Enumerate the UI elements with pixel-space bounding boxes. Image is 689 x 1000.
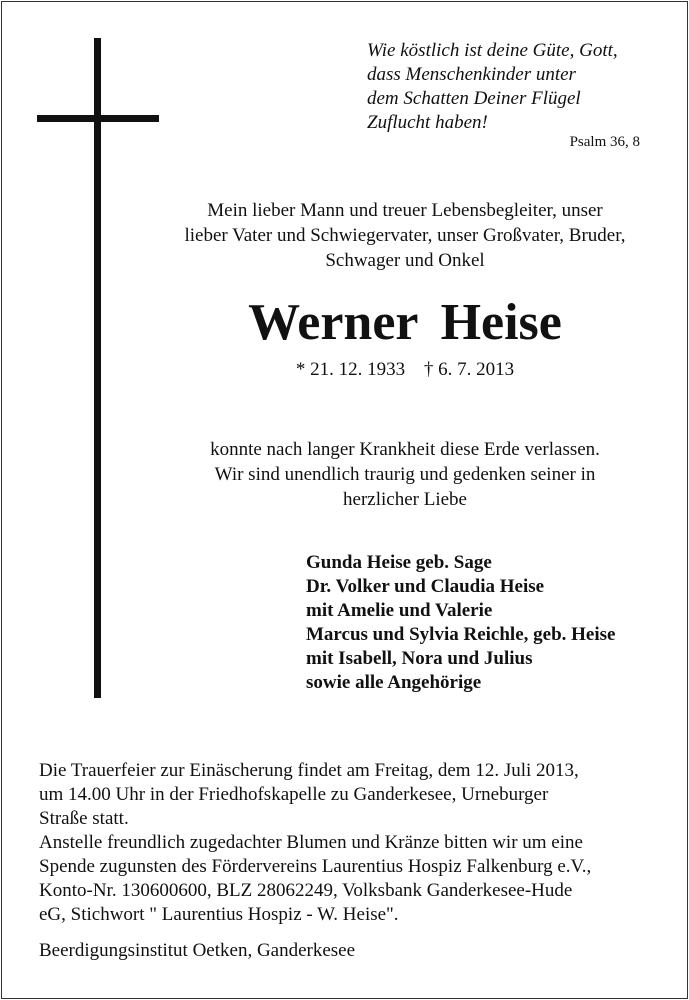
deceased-first-name: Werner (248, 294, 418, 351)
passing-line: Wir sind unendlich traurig und gedenken seiner in (214, 464, 596, 485)
notice-line: Spende zugunsten des Fördervereins Laurentius Hospiz Falkenburg e.V., (39, 856, 592, 877)
cross-icon-horizontal-beam (37, 115, 159, 122)
notice-line: Anstelle freundlich zugedachter Blumen und Kränze bitten wir um eine (39, 832, 583, 853)
verse-line: Zuflucht haben! (367, 112, 488, 133)
intro-line: Mein lieber Mann und treuer Lebensbegleiter, unser (207, 200, 603, 221)
bible-verse (367, 39, 667, 135)
deceased-name (140, 291, 670, 355)
notice-line: Straße statt. (39, 808, 129, 829)
cross-icon-vertical-beam (94, 38, 101, 698)
intro-line: lieber Vater und Schwiegervater, unser Großvater, Bruder, (184, 225, 626, 246)
deceased-last-name: Heise (440, 294, 562, 351)
intro-line: Schwager und Onkel (325, 250, 485, 271)
notice-line: Die Trauerfeier zur Einäscherung findet am Freitag, dem 12. Juli 2013, (39, 760, 579, 781)
mourner-entry: Marcus und Sylvia Reichle, geb. Heise (306, 624, 616, 645)
verse-line: Wie köstlich ist deine Güte, Gott, (367, 40, 618, 61)
verse-reference: Psalm 36, 8 (569, 134, 640, 150)
mourners-list (306, 551, 681, 695)
notice-line: eG, Stichwort " Laurentius Hospiz - W. Heise". (39, 904, 399, 925)
mourner-entry: mit Amelie und Valerie (306, 600, 493, 621)
birth-date: * 21. 12. 1933 (295, 359, 406, 380)
notice-line: Konto-Nr. 130600600, BLZ 28062249, Volksbank Ganderkesee-Hude (39, 880, 573, 901)
mourner-entry: Dr. Volker und Claudia Heise (306, 576, 545, 597)
verse-line: dass Menschenkinder unter (367, 64, 576, 85)
passing-text (140, 437, 670, 512)
notice-line: um 14.00 Uhr in der Friedhofskapelle zu Ganderkesee, Urneburger (39, 784, 549, 805)
life-dates (140, 358, 670, 382)
passing-line: herzlicher Liebe (343, 489, 467, 510)
undertaker-line: Beerdigungsinstitut Oetken, Ganderkesee (39, 940, 356, 961)
funeral-notice (39, 759, 679, 927)
mourner-entry: sowie alle Angehörige (306, 672, 482, 693)
mourner-entry: mit Isabell, Nora und Julius (306, 648, 533, 669)
death-date: † 6. 7. 2013 (423, 359, 515, 380)
mourner-entry: Gunda Heise geb. Sage (306, 552, 492, 573)
passing-line: konnte nach langer Krankheit diese Erde verlassen. (210, 439, 600, 460)
intro-text (140, 198, 670, 273)
verse-line: dem Schatten Deiner Flügel (367, 88, 581, 109)
